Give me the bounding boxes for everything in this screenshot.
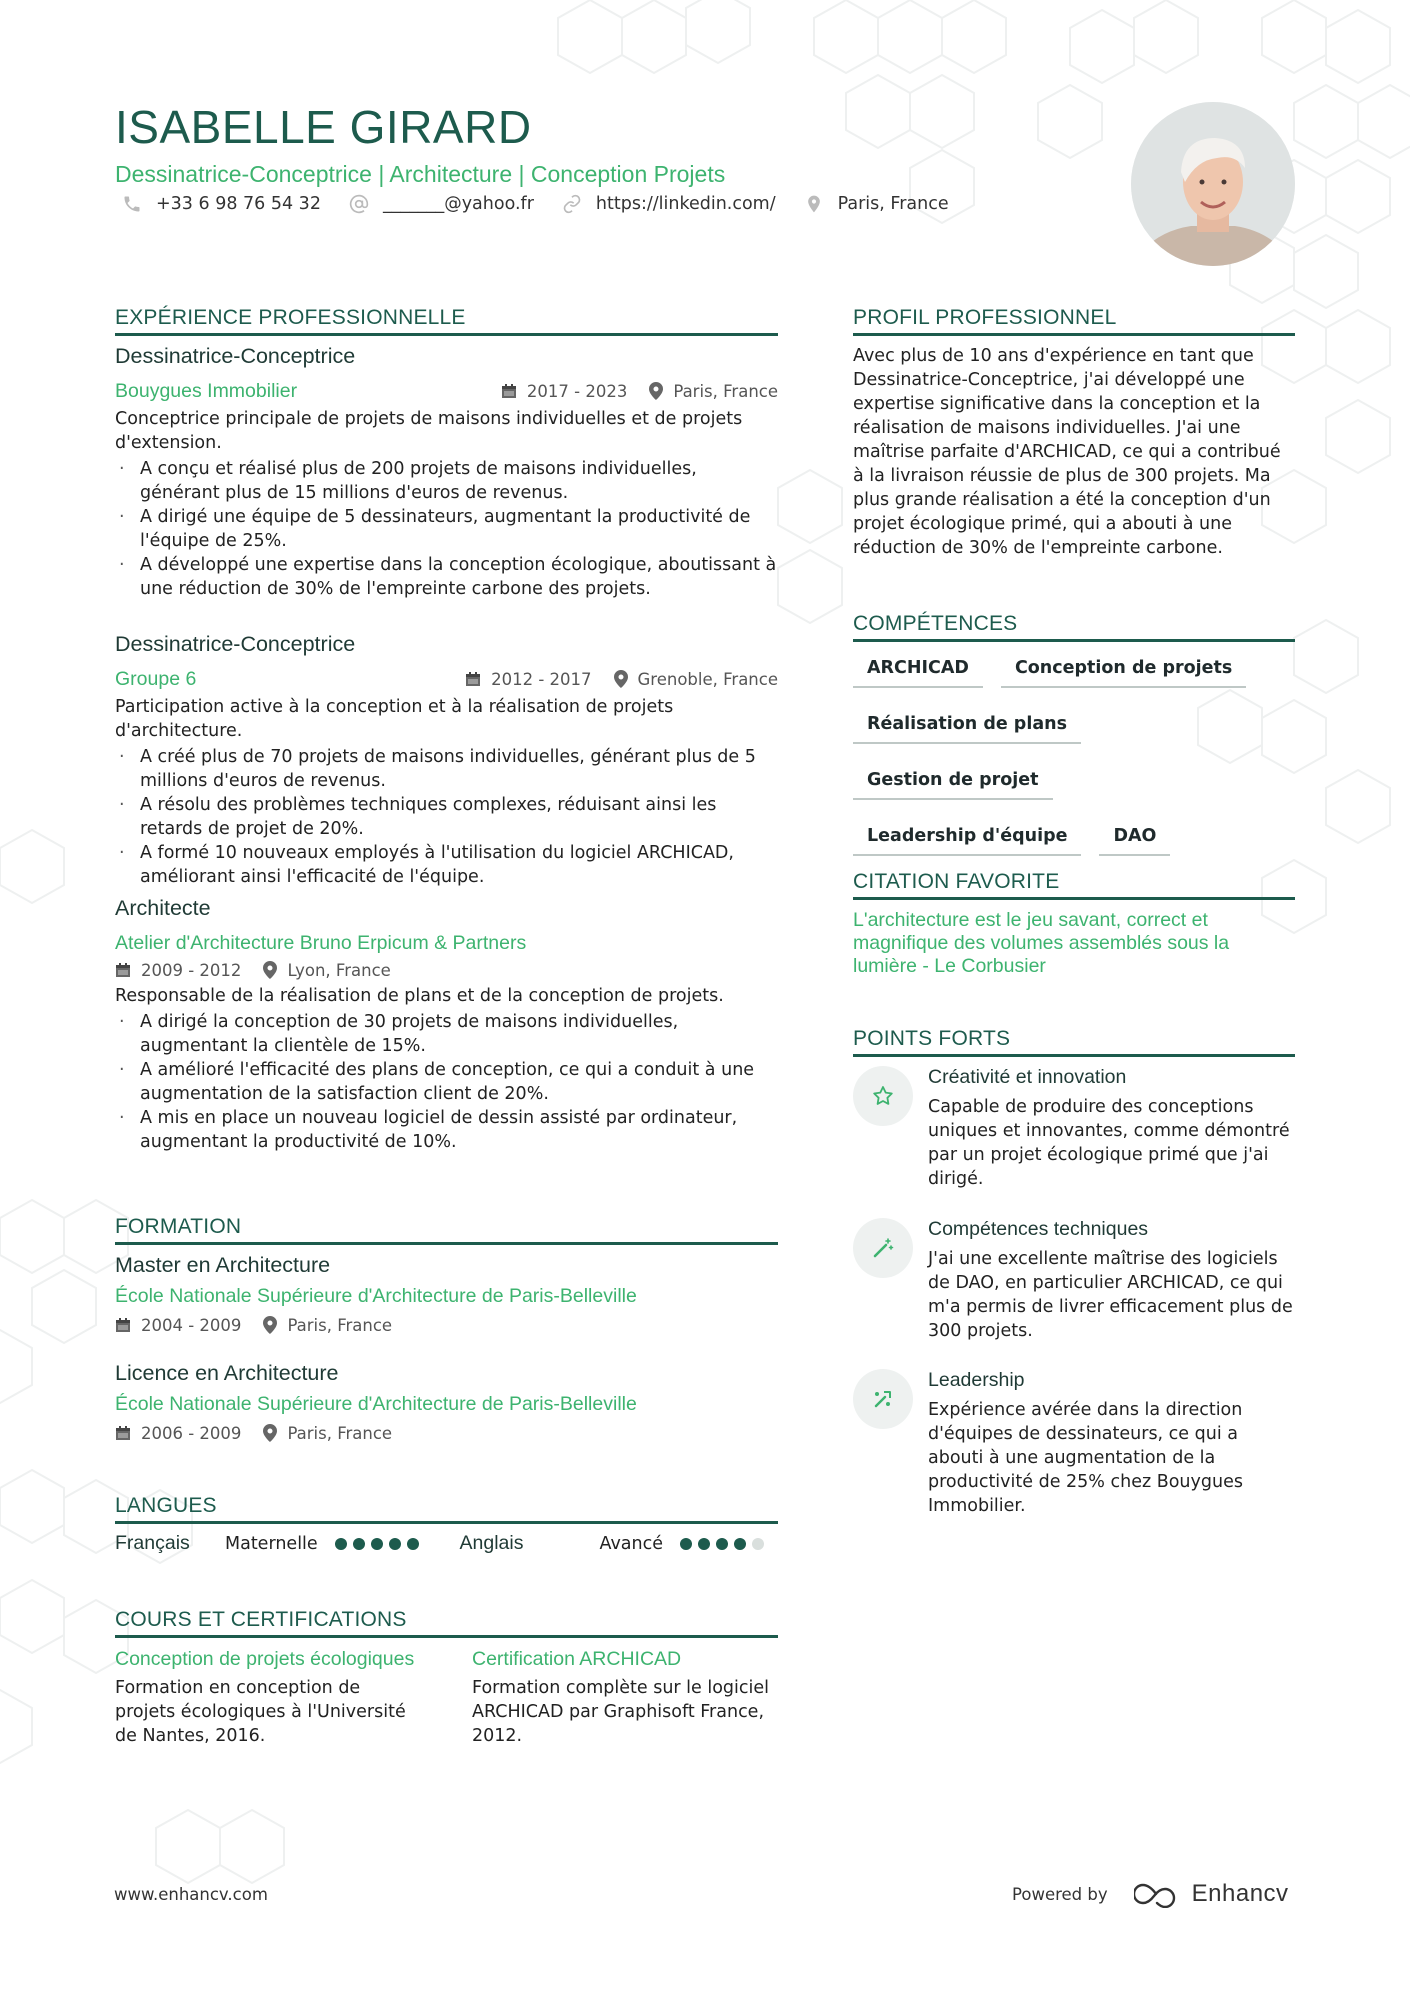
at-sign-icon: [349, 194, 369, 214]
link-icon: [562, 194, 582, 214]
achievement-list: [115, 745, 778, 889]
strength-description: Expérience avérée dans la direction d'équipes de dessinateurs, ce qui a abouti à une augmentation de la productivité de 25% chez Bouygues Immobilier.: [928, 1400, 1243, 1517]
star-icon: [871, 1084, 895, 1108]
language-name: Anglais: [459, 1532, 524, 1554]
powered-by-label: Powered by: [1012, 1884, 1108, 1904]
experience-item: [115, 344, 778, 601]
calendar-icon: [115, 1425, 131, 1441]
strength-item: [853, 1218, 1295, 1343]
enhancv-logo-icon: [1134, 1880, 1184, 1908]
certification-title: Certification ARCHICAD: [472, 1648, 682, 1670]
location-pin-icon: [649, 382, 663, 400]
job-location: Lyon, France: [287, 960, 391, 980]
strengths-section-title: POINTS FORTS: [853, 1028, 1295, 1057]
achievement-item: · A conçu et réalisé plus de 200 projets de maisons individuelles, générant plus de 15 millions d'euros de revenus.: [115, 457, 778, 505]
education-item: [115, 1253, 778, 1335]
rating-dot-filled: [371, 1538, 383, 1550]
profile-summary: Avec plus de 10 ans d'expérience en tant que Dessinatrice-Conceptrice, j'ai développé une expertise significative dans la conception et la réalisation de maisons individuelles. J'ai une maîtrise parfaite d'ARCHICAD, ce qui a contribué à la livraison réussie de plus de 300 projets. Ma plus grande réalisation a été la conception d'un projet écologique primé, qui a abouti à une réduction de 30% de l'empreinte carbone.: [853, 346, 1281, 558]
job-description: Conceptrice principale de projets de maisons individuelles et de projets d'extension.: [115, 408, 743, 453]
language-level: Maternelle: [225, 1533, 318, 1554]
phone-number: +33 6 98 76 54 32: [156, 194, 321, 214]
strength-item: [853, 1066, 1295, 1191]
strength-title: Créativité et innovation: [928, 1066, 1127, 1088]
calendar-icon: [115, 962, 131, 978]
experience-item: [115, 896, 778, 1154]
education-location: Paris, France: [287, 1423, 393, 1443]
contact-bar: [122, 194, 977, 214]
job-title: Dessinatrice-Conceptrice: [115, 632, 356, 656]
education-item: [115, 1361, 778, 1443]
phone-icon: [122, 194, 142, 214]
calendar-icon: [465, 671, 481, 687]
language-item: [115, 1532, 434, 1555]
education-dates: 2006 - 2009: [141, 1423, 242, 1443]
achievement-item: · A résolu des problèmes techniques complexes, réduisant ainsi les retards de projet de 20%.: [115, 793, 778, 841]
education-location: Paris, France: [287, 1315, 393, 1335]
job-description: Responsable de la réalisation de plans et de la conception de projets.: [115, 985, 724, 1006]
job-location: Grenoble, France: [637, 669, 778, 689]
skill-tag: Leadership d'équipe: [853, 822, 1081, 856]
education-section-title: FORMATION: [115, 1216, 778, 1245]
job-location: Paris, France: [673, 381, 778, 401]
quote-section-title: CITATION FAVORITE: [853, 871, 1295, 900]
degree-title: Master en Architecture: [115, 1253, 331, 1277]
rating-dot-filled: [698, 1538, 710, 1550]
certifications-section-title: COURS ET CERTIFICATIONS: [115, 1609, 778, 1638]
company-name: Atelier d'Architecture Bruno Erpicum & Partners: [115, 931, 527, 954]
achievement-item: · A dirigé une équipe de 5 dessinateurs, augmentant la productivité de l'équipe de 25%.: [115, 505, 778, 553]
rating-dot-filled: [407, 1538, 419, 1550]
footer-website[interactable]: www.enhancv.com: [114, 1885, 268, 1904]
location-pin-icon: [614, 670, 628, 688]
contact-linkedin[interactable]: [562, 194, 776, 214]
skill-tag: Réalisation de plans: [853, 710, 1081, 744]
rating-dot-filled: [353, 1538, 365, 1550]
company-name: Groupe 6: [115, 667, 197, 690]
contact-phone: [122, 194, 321, 214]
job-dates: 2012 - 2017: [491, 669, 592, 689]
strength-title: Leadership: [928, 1369, 1025, 1391]
achievement-list: [115, 1010, 778, 1154]
skill-tag: Gestion de projet: [853, 766, 1053, 800]
rating-dot-filled: [734, 1538, 746, 1550]
language-list: [115, 1532, 778, 1555]
skills-list: [853, 654, 1295, 878]
education-dates: 2004 - 2009: [141, 1315, 242, 1335]
profile-section-title: PROFIL PROFESSIONNEL: [853, 307, 1295, 336]
candidate-name: ISABELLE GIRARD: [115, 101, 532, 153]
contact-location: [804, 194, 949, 214]
calendar-icon: [501, 383, 517, 399]
job-dates: 2009 - 2012: [141, 960, 242, 980]
school-name: École Nationale Supérieure d'Architecture de Paris-Belleville: [115, 1284, 637, 1307]
rating-dot-filled: [716, 1538, 728, 1550]
skill-tag: ARCHICAD: [853, 654, 983, 688]
language-level: Avancé: [599, 1533, 664, 1554]
job-title: Architecte: [115, 896, 211, 920]
achievement-item: · A dirigé la conception de 30 projets de maisons individuelles, augmentant la clientèle de 15%.: [115, 1010, 778, 1058]
achievement-item: · A mis en place un nouveau logiciel de dessin assisté par ordinateur, augmentant la productivité de 10%.: [115, 1106, 778, 1154]
email-address[interactable]: _______@yahoo.fr: [382, 194, 534, 214]
achievement-list: [115, 457, 778, 601]
certification-description: Formation complète sur le logiciel ARCHICAD par Graphisoft France, 2012.: [472, 1678, 770, 1746]
strength-item: [853, 1369, 1295, 1518]
language-rating: [680, 1538, 770, 1550]
experience-section-title: EXPÉRIENCE PROFESSIONNELLE: [115, 307, 778, 336]
linkedin-url[interactable]: https://linkedin.com/: [595, 194, 776, 214]
certification-item: [472, 1648, 772, 1748]
rating-dot-filled: [389, 1538, 401, 1550]
footer-branding: [1012, 1880, 1289, 1908]
certification-description: Formation en conception de projets écologiques à l'Université de Nantes, 2016.: [115, 1678, 406, 1746]
achievement-item: · A formé 10 nouveaux employés à l'utilisation du logiciel ARCHICAD, améliorant ainsi l'efficacité de l'équipe.: [115, 841, 778, 889]
skill-tag: DAO: [1099, 822, 1170, 856]
location-pin-icon: [804, 194, 824, 214]
language-item: [460, 1532, 779, 1555]
company-name: Bouygues Immobilier: [115, 379, 298, 402]
experience-item: [115, 632, 778, 889]
location-text: Paris, France: [837, 194, 949, 214]
location-pin-icon: [263, 1424, 277, 1442]
favorite-quote: L'architecture est le jeu savant, correct et magnifique des volumes assemblés sous la lumière - Le Corbusier: [853, 909, 1230, 977]
job-title: Dessinatrice-Conceptrice: [115, 344, 356, 368]
skills-section-title: COMPÉTENCES: [853, 613, 1295, 642]
location-pin-icon: [263, 961, 277, 979]
skill-tag: Conception de projets: [1001, 654, 1246, 688]
magic-wand-icon: [871, 1236, 895, 1260]
strength-title: Compétences techniques: [928, 1218, 1149, 1240]
certification-title: Conception de projets écologiques: [115, 1648, 415, 1670]
location-pin-icon: [263, 1316, 277, 1334]
achievement-item: · A développé une expertise dans la conception écologique, aboutissant à une réduction de 30% de l'empreinte carbone des projets.: [115, 553, 778, 601]
job-description: Participation active à la conception et à la réalisation de projets d'architecture.: [115, 696, 674, 741]
rating-dot-empty: [752, 1538, 764, 1550]
language-rating: [335, 1538, 425, 1550]
rating-dot-filled: [680, 1538, 692, 1550]
leadership-icon: [871, 1387, 895, 1411]
calendar-icon: [115, 1317, 131, 1333]
languages-section-title: LANGUES: [115, 1495, 778, 1524]
rating-dot-filled: [335, 1538, 347, 1550]
achievement-item: · A amélioré l'efficacité des plans de conception, ce qui a conduit à une augmentation de la satisfaction client de 20%.: [115, 1058, 778, 1106]
school-name: École Nationale Supérieure d'Architecture de Paris-Belleville: [115, 1392, 637, 1415]
job-dates: 2017 - 2023: [526, 381, 628, 401]
strength-description: J'ai une excellente maîtrise des logiciels de DAO, en particulier ARCHICAD, ce qui m'a permis de livrer efficacement plus de 300 projets.: [928, 1249, 1293, 1342]
degree-title: Licence en Architecture: [115, 1361, 339, 1385]
language-name: Français: [115, 1532, 190, 1554]
achievement-item: · A créé plus de 70 projets de maisons individuelles, générant plus de 5 millions d'euros de revenus.: [115, 745, 778, 793]
headline: Dessinatrice-Conceptrice | Architecture | Conception Projets: [115, 161, 726, 187]
brand-name: Enhancv: [1191, 1880, 1289, 1907]
strength-description: Capable de produire des conceptions uniques et innovantes, comme démontré par un projet écologique primé que j'ai dirigé.: [928, 1097, 1290, 1190]
contact-email[interactable]: [349, 194, 534, 214]
profile-photo: [1131, 102, 1295, 266]
certification-item: [115, 1648, 415, 1748]
